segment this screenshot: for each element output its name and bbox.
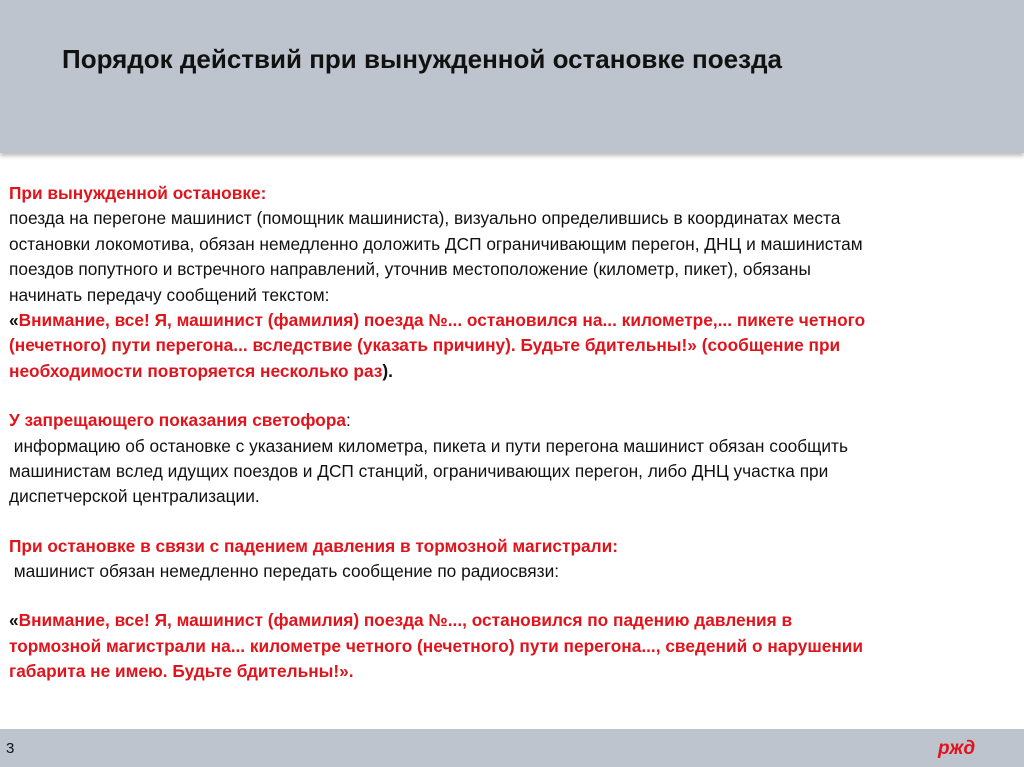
text-segment: ).	[382, 360, 393, 381]
text-line	[9, 257, 1014, 282]
blank-line	[9, 584, 1014, 608]
text-segment: поездов попутного и встречного направлений, уточнив местоположение (километр, пикет), обязаны	[9, 259, 811, 280]
text-line	[9, 534, 1014, 559]
text-segment: :	[346, 410, 351, 431]
footer-bar	[0, 729, 1024, 767]
text-line	[9, 434, 1014, 459]
text-segment: остановки локомотива, обязан немедленно доложить ДСП ограничивающим перегон, ДНЦ и машинистам	[9, 233, 863, 254]
text-segment: диспетчерской централизации.	[9, 486, 260, 507]
text-line	[9, 308, 1014, 333]
text-line	[9, 232, 1014, 257]
text-line	[9, 408, 1014, 433]
highlighted-text: Внимание, все! Я, машинист (фамилия) поезда №..., остановился по падению давления в	[18, 610, 793, 631]
page-number: 3	[6, 740, 15, 757]
text-line	[9, 559, 1014, 584]
blank-line	[9, 384, 1014, 408]
text-segment: информацию об остановке с указанием километра, пикета и пути перегона машинист обязан сообщить	[9, 435, 848, 456]
svg-text:ржд: ржд	[938, 738, 976, 759]
text-line	[9, 634, 1014, 659]
highlighted-text: габарита не имею. Будьте бдительны!».	[9, 661, 354, 682]
text-line	[9, 206, 1014, 231]
text-line	[9, 459, 1014, 484]
text-segment: «	[9, 610, 19, 631]
highlighted-text: тормозной магистрали на... километре четного (нечетного) пути перегона..., сведений о нарушении	[9, 635, 864, 656]
slide-body	[9, 181, 1014, 685]
text-line	[9, 484, 1014, 509]
text-line	[9, 608, 1014, 633]
blank-line	[9, 510, 1014, 534]
highlighted-text: При вынужденной остановке:	[9, 183, 267, 203]
text-segment: начинать передачу сообщений текстом:	[9, 284, 330, 305]
text-segment: «	[9, 309, 19, 330]
text-line	[9, 181, 1014, 206]
highlighted-text: При остановке в связи с падением давления в тормозной магистрали:	[9, 535, 619, 556]
text-segment: машинистам вслед идущих поездов и ДСП станций, ограничивающих перегон, либо ДНЦ участка при	[9, 460, 829, 481]
highlighted-text: (нечетного) пути перегона... вследствие (указать причину). Будьте бдительны!» (сообщение при	[9, 335, 841, 356]
rzd-logo-icon	[936, 736, 986, 760]
highlighted-text: Внимание, все! Я, машинист (фамилия) поезда №... остановился на... километре,... пикете четного	[18, 309, 866, 330]
text-line	[9, 283, 1014, 308]
text-segment: машинист обязан немедленно передать сообщение по радиосвязи:	[9, 561, 560, 582]
text-line	[9, 659, 1014, 684]
title-bar	[0, 0, 1024, 153]
slide-title: Порядок действий при вынужденной остановке поезда	[62, 44, 782, 74]
highlighted-text: У запрещающего показания светофора	[9, 410, 346, 431]
text-segment: поезда на перегоне машинист (помощник машиниста), визуально определившись в координатах места	[9, 208, 841, 229]
text-line	[9, 333, 1014, 358]
highlighted-text: необходимости повторяется несколько раз	[9, 360, 383, 381]
text-line	[9, 359, 1014, 384]
